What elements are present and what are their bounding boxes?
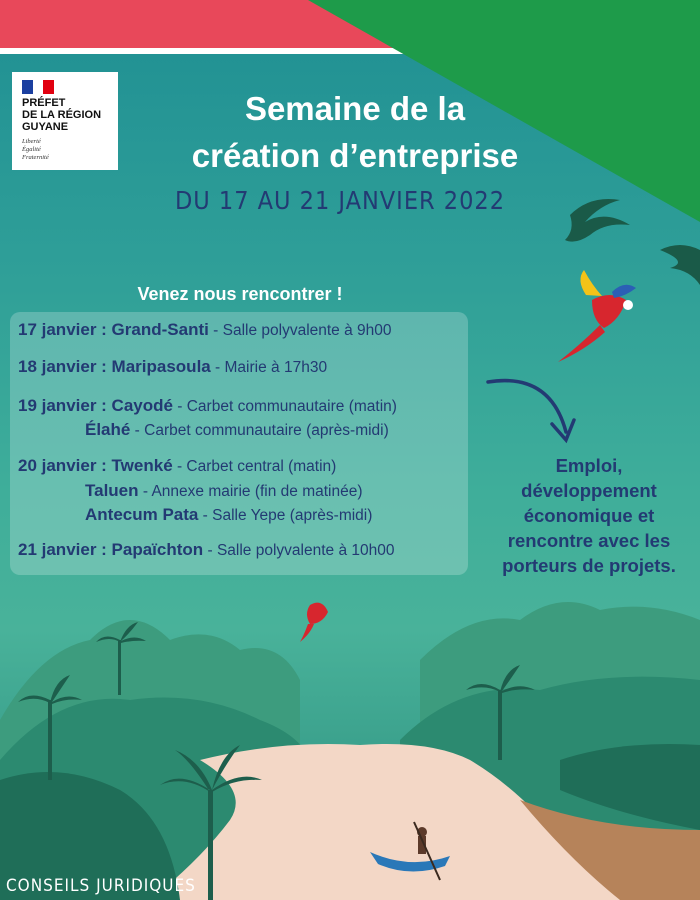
schedule-line [85,505,372,525]
title-line1: Semaine de la [244,90,466,127]
schedule-venue: - Annexe mairie (fin de matinée) [138,483,363,500]
schedule-place: Antecum Pata [85,505,199,524]
parrot-icon [558,270,636,362]
logo-line3: GUYANE [22,121,69,133]
flag-icon [22,80,54,94]
palm-fronds-top-right [565,199,700,285]
logo-line1: PRÉFET [22,97,66,109]
schedule-venue: - Carbet communautaire (matin) [172,398,397,415]
logo-motto3: Fraternité [22,154,49,161]
schedule-line [18,540,395,560]
arrow-icon [488,381,574,440]
schedule-line [18,456,336,476]
schedule-heading: Venez nous rencontrer ! [137,284,343,304]
schedule-venue: - Mairie à 17h30 [210,359,328,376]
logo-line2: DE LA RÉGION [22,109,102,121]
schedule-place: Élahé [85,420,131,439]
side-line: économique et [523,505,655,526]
side-line: développement [521,480,657,501]
side-line: Emploi, [555,455,623,476]
logo-motto2: Égalité [22,146,41,153]
schedule-box [10,312,468,575]
schedule-place: 17 janvier : Grand-Santi [18,320,209,339]
title-line2: création d’entreprise [191,137,519,174]
schedule-place: 21 janvier : Papaïchton [18,540,204,559]
schedule-place: 18 janvier : Maripasoula [18,357,211,376]
top-white-stripe [0,48,420,54]
schedule-line [85,481,363,501]
side-line: rencontre avec les [507,530,671,551]
schedule-place: 20 janvier : Twenké [18,456,173,475]
schedule-venue: - Carbet communautaire (après-midi) [130,422,389,439]
parrot-small-icon [300,603,328,642]
schedule-venue: - Carbet central (matin) [172,458,337,475]
schedule-venue: - Salle polyvalente à 10h00 [203,542,395,559]
schedule-venue: - Salle Yepe (après-midi) [198,507,373,524]
event-dates: DU 17 AU 21 JANVIER 2022 [174,186,506,215]
footer-label: CONSEILS JURIDIQUES [6,876,196,896]
logo-motto1: Liberté [22,138,41,145]
schedule-venue: - Salle polyvalente à 9h00 [208,322,392,339]
schedule-line [18,357,327,377]
prefet-logo [12,72,118,170]
schedule-place: 19 janvier : Cayodé [18,396,173,415]
schedule-line [18,320,392,340]
side-line: porteurs de projets. [502,555,676,576]
schedule-line [18,396,397,416]
schedule-place: Taluen [85,481,139,500]
schedule-line [85,420,389,440]
side-message [478,453,700,578]
